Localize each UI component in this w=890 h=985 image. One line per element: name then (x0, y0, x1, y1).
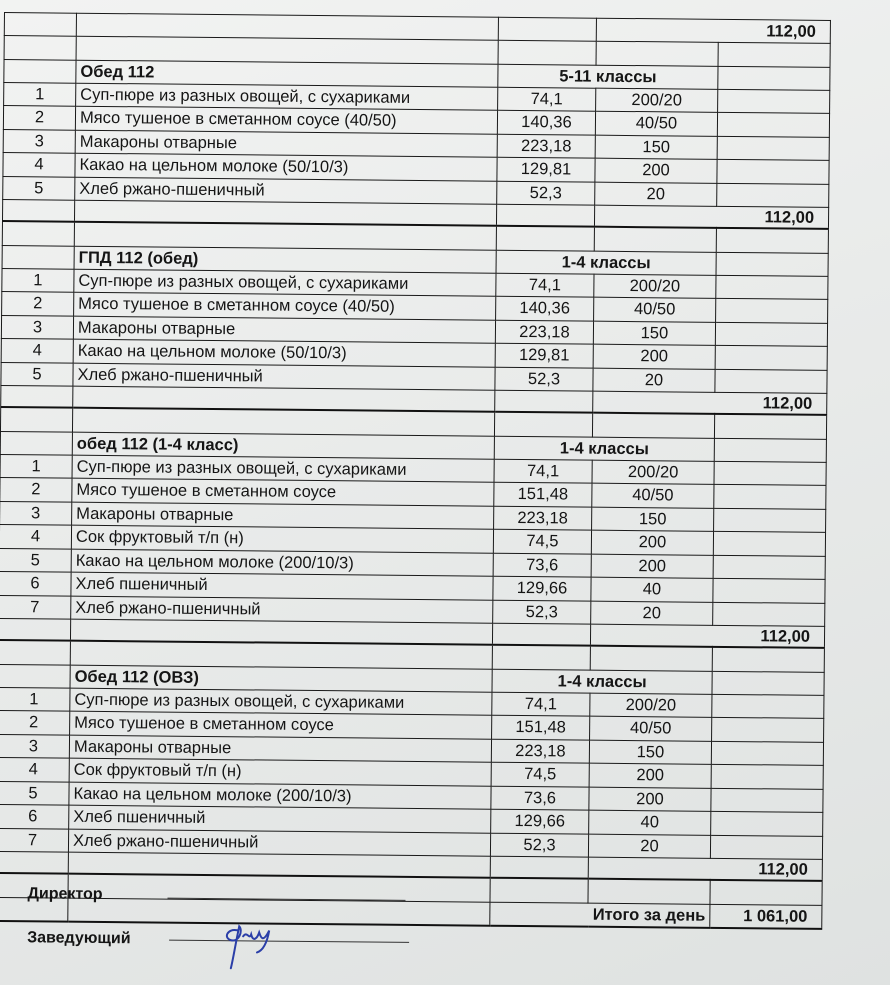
item-number: 1 (4, 82, 76, 106)
item-price: 73,6 (493, 553, 591, 577)
section-total: 112,00 (590, 624, 824, 648)
menu-table-body (0, 13, 830, 929)
item-quantity: 150 (589, 740, 711, 765)
item-quantity: 150 (593, 321, 715, 346)
item-name: Хлеб ржано-пшеничный (71, 596, 493, 624)
item-price: 129,81 (497, 157, 595, 181)
item-price: 223,18 (497, 134, 595, 158)
item-number: 7 (0, 595, 71, 619)
item-quantity: 20 (591, 601, 713, 626)
section-title: Обед 112 (76, 60, 498, 87)
item-name: Суп-пюре из разных овощей, с сухариками (76, 83, 498, 111)
item-name: Суп-пюре из разных овощей, с сухариками (70, 688, 492, 716)
item-number: 1 (2, 268, 74, 292)
item-name: Мясо тушеное в сметанном соусе (40/50) (75, 106, 497, 134)
item-price: 140,36 (497, 110, 595, 134)
item-price: 52,3 (495, 367, 593, 391)
item-quantity: 40/50 (590, 716, 712, 741)
item-quantity: 40/50 (592, 483, 714, 508)
item-number: 5 (1, 362, 73, 386)
item-name: Хлеб ржано-пшеничный (68, 829, 490, 857)
item-number: 1 (0, 454, 72, 478)
section-title: обед 112 (1-4 класс) (72, 432, 494, 459)
item-quantity: 40 (589, 810, 711, 835)
item-quantity: 200 (593, 344, 715, 369)
item-number: 2 (0, 477, 72, 501)
item-number: 7 (0, 828, 69, 852)
item-quantity: 40/50 (594, 297, 716, 322)
item-price: 223,18 (491, 739, 589, 763)
menu-table (0, 12, 831, 930)
item-name: Суп-пюре из разных овощей, с сухариками (72, 455, 494, 483)
item-quantity: 200 (589, 787, 711, 812)
day-total-value: 1 061,00 (710, 904, 822, 929)
manager-signature (217, 916, 288, 973)
item-price: 74,1 (492, 692, 590, 716)
item-quantity: 40 (591, 577, 713, 602)
director-label: Директор (27, 885, 103, 903)
item-name: Сок фруктовый т/п (н) (71, 525, 493, 553)
item-name: Какао на цельном молоке (50/10/3) (75, 153, 497, 181)
item-number: 4 (0, 524, 72, 548)
item-number: 3 (1, 315, 73, 339)
item-name: Макароны отварные (72, 502, 494, 530)
item-price: 223,18 (494, 506, 592, 530)
top-total-value: 112,00 (596, 18, 830, 43)
item-price: 151,48 (492, 715, 590, 739)
item-name: Макароны отварные (73, 316, 495, 344)
item-quantity: 200 (595, 158, 717, 183)
item-number: 1 (0, 687, 70, 711)
item-number: 2 (3, 106, 75, 130)
item-number: 2 (2, 291, 74, 315)
item-quantity: 200 (589, 763, 711, 788)
item-name: Сок фруктовый т/п (н) (69, 758, 491, 786)
item-quantity: 200/20 (592, 460, 714, 485)
item-name: Какао на цельном молоке (200/10/3) (69, 782, 491, 810)
item-price: 223,18 (495, 320, 593, 344)
item-price: 151,48 (494, 482, 592, 506)
section-total: 112,00 (594, 205, 828, 229)
item-number: 4 (1, 338, 73, 362)
item-price: 129,66 (493, 576, 591, 600)
item-price: 52,3 (497, 181, 595, 205)
day-total-label: Итого за день (490, 902, 710, 928)
item-quantity: 20 (593, 368, 715, 393)
item-price: 52,3 (493, 600, 591, 624)
item-number: 6 (0, 804, 69, 828)
item-name: Какао на цельном молоке (50/10/3) (73, 339, 495, 367)
item-number: 5 (0, 781, 69, 805)
item-number: 3 (0, 501, 72, 525)
item-quantity: 200/20 (596, 88, 718, 113)
item-quantity: 200 (591, 530, 713, 555)
item-quantity: 200/20 (590, 693, 712, 718)
item-name: Хлеб пшеничный (71, 572, 493, 600)
section-title: Обед 112 (ОВЗ) (70, 665, 492, 692)
item-price: 74,1 (498, 87, 596, 111)
section-classes: 1-4 классы (496, 250, 716, 275)
item-price: 74,5 (491, 762, 589, 786)
section-title: ГПД 112 (обед) (74, 246, 496, 273)
item-quantity: 40/50 (595, 111, 717, 136)
section-total: 112,00 (588, 857, 822, 881)
item-quantity: 150 (592, 507, 714, 532)
item-price: 74,1 (496, 273, 594, 297)
item-number: 4 (3, 152, 75, 176)
item-name: Мясо тушеное в сметанном соусе (72, 478, 494, 506)
item-name: Хлеб ржано-пшеничный (73, 363, 495, 391)
section-classes: 1-4 классы (494, 436, 714, 461)
item-name: Мясо тушеное в сметанном соусе (70, 711, 492, 739)
item-number: 4 (0, 757, 69, 781)
item-price: 52,3 (490, 833, 588, 857)
item-name: Макароны отварные (75, 130, 497, 158)
item-name: Макароны отварные (69, 735, 491, 763)
item-name: Какао на цельном молоке (200/10/3) (71, 549, 493, 577)
section-classes: 5-11 классы (498, 64, 718, 89)
section-classes: 1-4 классы (492, 669, 712, 694)
item-number: 3 (3, 129, 75, 153)
item-quantity: 20 (595, 182, 717, 207)
item-quantity: 150 (595, 135, 717, 160)
item-quantity: 20 (588, 834, 710, 859)
item-quantity: 200/20 (594, 274, 716, 299)
item-name: Хлеб ржано-пшеничный (75, 177, 497, 205)
section-total: 112,00 (593, 391, 827, 415)
item-number: 5 (0, 548, 71, 572)
manager-label: Заведующий (27, 929, 131, 948)
item-number: 2 (0, 710, 70, 734)
item-price: 129,66 (491, 809, 589, 833)
item-price: 140,36 (496, 296, 594, 320)
item-price: 74,1 (494, 459, 592, 483)
item-price: 129,81 (495, 343, 593, 367)
menu-document (0, 12, 844, 948)
item-name: Суп-пюре из разных овощей, с сухариками (74, 269, 496, 297)
manager-signature-line (169, 940, 409, 943)
item-quantity: 200 (591, 554, 713, 579)
item-price: 73,6 (491, 786, 589, 810)
item-name: Хлеб пшеничный (69, 805, 491, 833)
item-number: 3 (0, 734, 70, 758)
item-name: Мясо тушеное в сметанном соусе (40/50) (74, 292, 496, 320)
item-number: 6 (0, 571, 71, 595)
item-number: 5 (3, 176, 75, 200)
item-price: 74,5 (493, 529, 591, 553)
